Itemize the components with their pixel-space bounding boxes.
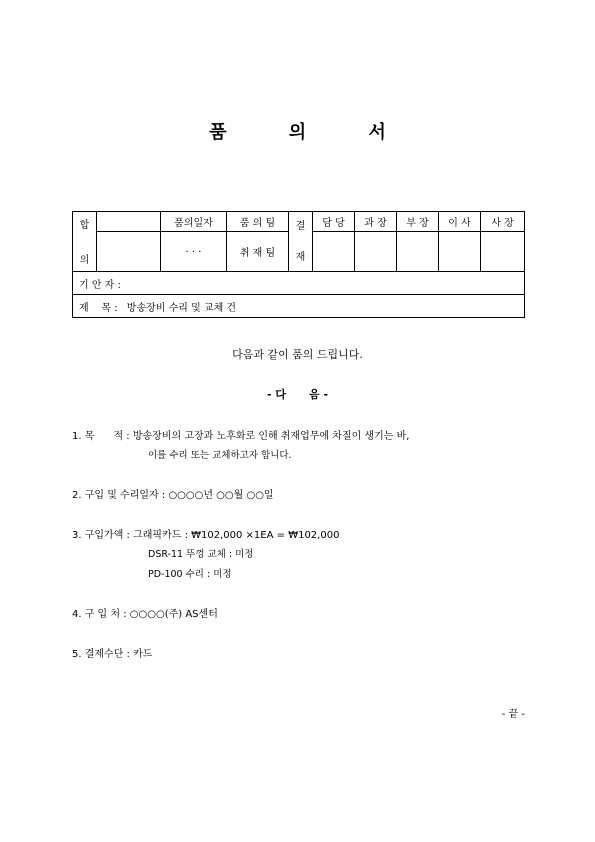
payment-item [72, 645, 152, 660]
price-line1: 그래픽카드 : ₩102,000 ×1EA = ₩102,000 [133, 530, 340, 541]
document-title: 품 의 서 [209, 122, 414, 143]
position-executive: 이 사 [439, 212, 481, 232]
subject-value: 방송장비 수리 및 교체 건 [126, 302, 237, 314]
purpose-line1: 방송장비의 고장과 노후화로 인해 취재업무에 차질이 생기는 바, [132, 431, 410, 442]
drafter-label: 기 안 자 : [79, 279, 121, 291]
approval-table [72, 211, 525, 318]
team-label: 품 의 팀 [227, 212, 289, 232]
sign-box-president [481, 232, 525, 272]
payment-value: 카드 [133, 649, 153, 660]
jae-char: 재 [295, 251, 306, 263]
position-manager: 과 장 [355, 212, 397, 232]
drafter-row [73, 272, 525, 295]
purpose-line2: 이를 수리 또는 교체하고자 합니다. [148, 450, 292, 461]
intro-text: 다음과 같이 품의 드립니다. [232, 348, 363, 361]
gyeol-char: 결 [295, 220, 306, 232]
vendor-value: ○○○○(주) AS센터 [129, 609, 218, 620]
section-heading: - 다 음 - [266, 388, 329, 401]
purpose-item [72, 427, 409, 442]
payment-label: 5. 결제수단 : [72, 649, 130, 660]
date-label: 품의일자 [161, 212, 227, 232]
hap-ui-label [73, 212, 97, 272]
vendor-label: 4. 구 입 처 : [72, 609, 127, 620]
sign-box-executive [439, 232, 481, 272]
ui-char: 의 [79, 255, 90, 266]
price-item [72, 526, 339, 541]
gyeol-jae-label [289, 212, 313, 272]
vendor-item [72, 605, 218, 620]
empty-cell [97, 232, 161, 272]
date-item-label: 2. 구입 및 수리일자 : [72, 490, 166, 501]
date-item [72, 486, 274, 501]
position-staff: 담 당 [313, 212, 355, 232]
price-label: 3. 구입가액 : [72, 530, 130, 541]
subject-label: 제 목 : [79, 302, 118, 314]
hap-char: 합 [79, 220, 90, 231]
date-value: . . . [161, 232, 227, 272]
sign-box-manager [355, 232, 397, 272]
price-line3: PD-100 수리 : 미정 [148, 569, 232, 580]
end-mark: - 끝 - [501, 709, 525, 720]
empty-cell [97, 212, 161, 232]
position-director: 부 장 [397, 212, 439, 232]
position-president: 사 장 [481, 212, 525, 232]
date-item-value: ○○○○년 ○○월 ○○일 [168, 490, 274, 501]
team-value: 취 재 팀 [227, 232, 289, 272]
price-line2: DSR-11 뚜껑 교체 : 미정 [148, 549, 254, 560]
sign-box-director [397, 232, 439, 272]
purpose-label: 1. 목 적 : [72, 431, 130, 442]
subject-row [73, 295, 525, 318]
sign-box-staff [313, 232, 355, 272]
